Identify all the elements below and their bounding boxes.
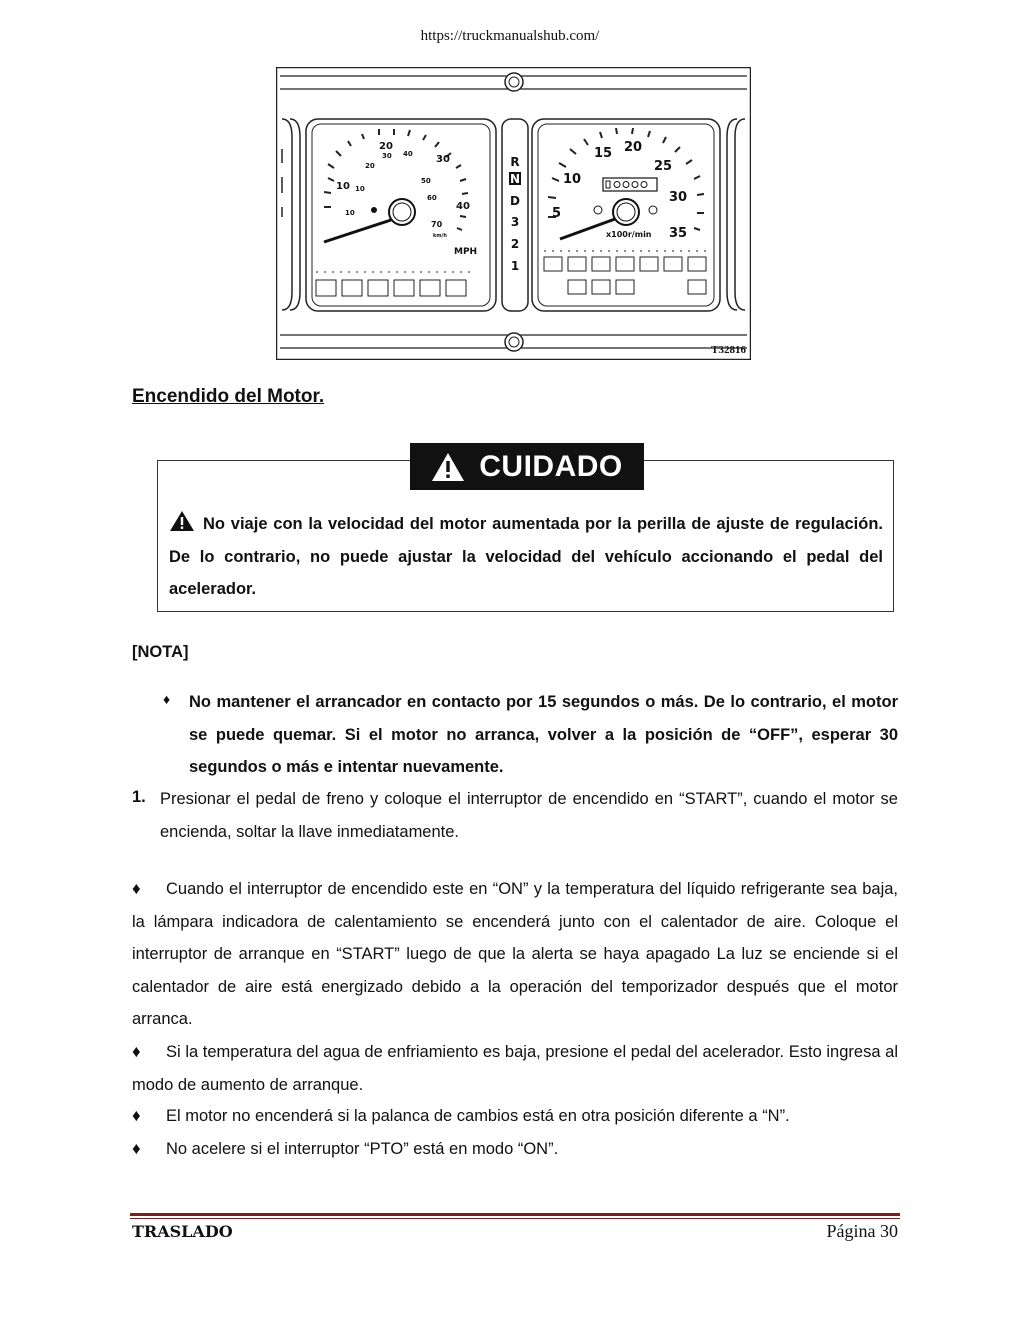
note-text: No acelere si el interruptor “PTO” está en modo “ON”.	[166, 1140, 559, 1158]
step-number: 1.	[132, 788, 146, 806]
svg-text:35: 35	[669, 226, 688, 241]
nota-label: [NOTA]	[132, 643, 189, 661]
svg-text:N: N	[509, 172, 521, 186]
note-paragraph	[132, 1036, 898, 1101]
caution-title: CUIDADO	[479, 449, 623, 483]
svg-text:15: 15	[594, 146, 613, 161]
svg-text:30: 30	[436, 154, 450, 165]
footer-section: TRASLADO	[132, 1222, 233, 1241]
caution-banner	[410, 443, 644, 490]
footer-rule-thin	[130, 1218, 900, 1219]
page-number: Página 30	[826, 1221, 898, 1241]
svg-text:2: 2	[510, 237, 520, 251]
svg-text:20: 20	[624, 140, 643, 155]
note-text: El motor no encenderá si la palanca de cambios está en otra posición diferente a “N”.	[166, 1107, 790, 1125]
svg-text:MPH: MPH	[454, 247, 478, 257]
note-paragraph	[132, 873, 898, 1036]
note-paragraph	[132, 1133, 898, 1166]
caution-text: No viaje con la velocidad del motor aumentada por la perilla de ajuste de regulación. De lo contrario, no puede ajustar la velocidad del vehículo accionando el pedal del acelerador.	[169, 515, 883, 598]
svg-text:60: 60	[427, 194, 437, 202]
source-url: https://truckmanualshub.com/	[420, 28, 600, 44]
diamond-bullet-icon: ♦	[132, 879, 141, 898]
svg-text:30: 30	[669, 190, 688, 205]
svg-text:10: 10	[336, 181, 350, 192]
svg-text:x100r/min: x100r/min	[606, 230, 652, 239]
svg-text:10: 10	[355, 185, 365, 193]
svg-text:50: 50	[421, 177, 431, 185]
figure-code: T32816	[711, 344, 746, 356]
svg-text:5: 5	[552, 206, 562, 221]
svg-text:70: 70	[431, 220, 443, 229]
step-text: Presionar el pedal de freno y coloque el interruptor de encendido en “START”, cuando el motor se encienda, soltar la llave inmediatamente.	[160, 790, 898, 841]
warning-icon	[431, 452, 465, 482]
nota-bullet-text: No mantener el arrancador en contacto por 15 segundos o más. De lo contrario, el motor se puede quemar. Si el motor no arranca, volver a la posición de “OFF”, esperar 30 segundos o más e intentar nuevamente.	[189, 693, 898, 776]
svg-text:D: D	[510, 194, 520, 208]
diamond-bullet-icon: ♦	[132, 1106, 141, 1125]
svg-text:1: 1	[510, 259, 520, 273]
warning-icon	[169, 510, 195, 532]
note-text: Cuando el interruptor de encendido este en “ON” y la temperatura del líquido refrigerante sea baja, la lámpara indicadora de calentamiento se encenderá junto con el calentador de aire. Coloque el interruptor de arranque en “START” luego de que la alerta se haya apagado La luz se enciende si el calentador de aire está energizado debido a la operación del temporizador después que el motor arranca.	[132, 880, 898, 1028]
svg-text:20: 20	[365, 162, 375, 170]
svg-text:40: 40	[456, 201, 470, 212]
svg-text:R: R	[510, 155, 520, 169]
svg-text:40: 40	[403, 150, 413, 158]
svg-text:25: 25	[654, 159, 673, 174]
diamond-bullet-icon: ♦	[132, 1139, 141, 1158]
svg-text:10: 10	[345, 209, 355, 217]
caution-message	[169, 508, 883, 606]
note-text: Si la temperatura del agua de enfriamiento es baja, presione el pedal del acelerador. Esto ingresa al modo de aumento de arranque.	[132, 1043, 898, 1094]
diamond-bullet-icon: ♦	[163, 691, 171, 707]
svg-text:km/h: km/h	[433, 233, 447, 239]
footer-rule	[130, 1213, 900, 1216]
svg-text:3: 3	[510, 215, 520, 229]
instrument-cluster-figure	[276, 67, 751, 360]
note-paragraph	[132, 1100, 898, 1133]
svg-text:10: 10	[563, 172, 582, 187]
section-heading: Encendido del Motor.	[132, 386, 325, 407]
diamond-bullet-icon: ♦	[132, 1042, 141, 1061]
svg-text:30: 30	[382, 152, 392, 160]
svg-text:20: 20	[379, 141, 393, 152]
